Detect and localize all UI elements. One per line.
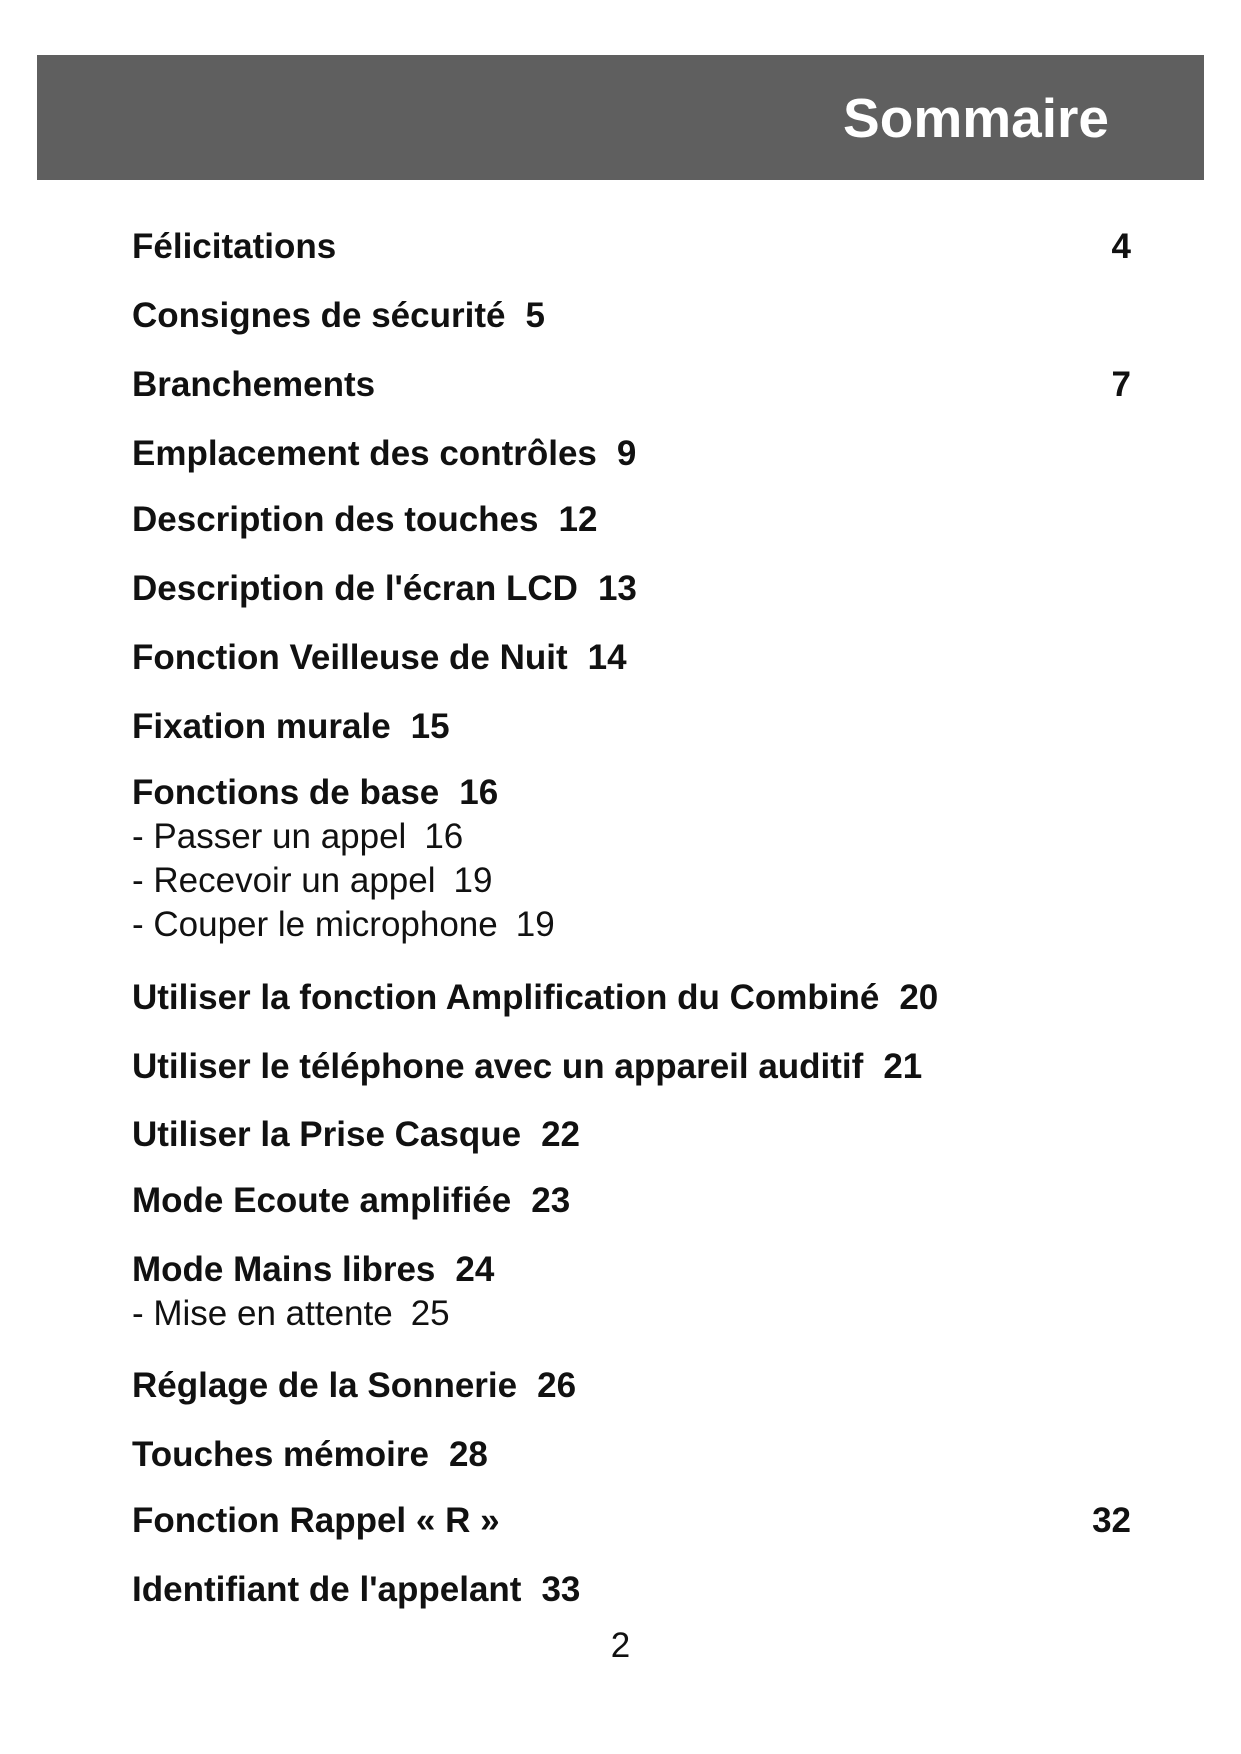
toc-entry-title: Description des touches <box>132 500 539 539</box>
toc-entry-page: 23 <box>531 1181 571 1220</box>
toc-entry-page: 22 <box>541 1115 581 1154</box>
toc-subentry-title: - Mise en attente <box>132 1293 393 1333</box>
toc-entry-title: Identifiant de l'appelant <box>132 1570 522 1609</box>
toc-entry-title: Fonctions de base <box>132 773 440 812</box>
toc-entry-appareil-auditif[interactable] <box>132 1045 1131 1089</box>
toc-subentry-title: - Recevoir un appel <box>132 860 436 900</box>
toc-entry-page: 4 <box>1111 227 1131 266</box>
toc-entry-sonnerie[interactable] <box>132 1364 1131 1408</box>
toc-entry-amplification[interactable] <box>132 976 1131 1020</box>
toc-entry-title: Fonction Veilleuse de Nuit <box>132 638 568 677</box>
toc-subentry[interactable] <box>132 1292 1131 1336</box>
toc-entry-title: Fonction Rappel « R » <box>132 1501 500 1540</box>
toc-entry-page: 16 <box>459 773 499 812</box>
toc-entry-page: 24 <box>455 1250 495 1289</box>
toc-entry-title: Consignes de sécurité <box>132 296 506 335</box>
toc-entry-page: 13 <box>597 569 637 608</box>
toc-entry-page: 12 <box>558 500 598 539</box>
toc-entry-consignes[interactable] <box>132 294 1131 338</box>
toc-entry-ecoute-amplifiee[interactable] <box>132 1179 1131 1223</box>
toc-entry-touches-memoire[interactable] <box>132 1433 1131 1477</box>
toc-entry-title: Fixation murale <box>132 707 391 746</box>
toc-entry-branchements[interactable] <box>132 363 1131 407</box>
toc-entry-title: Utiliser le téléphone avec un appareil auditif <box>132 1047 864 1086</box>
toc-entry-emplacement[interactable] <box>132 432 1131 476</box>
toc-entry-title: Description de l'écran LCD <box>132 569 578 608</box>
toc-entry-identifiant[interactable] <box>132 1568 1131 1612</box>
toc-entry-page: 15 <box>410 707 450 746</box>
toc-entry-title: Touches mémoire <box>132 1435 429 1474</box>
header-bar <box>37 55 1204 180</box>
toc-entry-veilleuse[interactable] <box>132 636 1131 680</box>
toc-entry-page: 5 <box>525 296 545 335</box>
page-title: Sommaire <box>843 87 1109 149</box>
toc-entry-title: Félicitations <box>132 227 337 266</box>
toc-entry-title: Utiliser la Prise Casque <box>132 1115 522 1154</box>
toc-entry-title: Mode Ecoute amplifiée <box>132 1181 512 1220</box>
toc-entry-page: 14 <box>587 638 627 677</box>
toc-subentry-page: 25 <box>410 1293 450 1333</box>
toc-entry-page: 7 <box>1111 365 1131 404</box>
toc-subentry[interactable] <box>132 859 1131 903</box>
toc-entry-title: Emplacement des contrôles <box>132 434 597 473</box>
toc-entry-title: Mode Mains libres <box>132 1250 436 1289</box>
toc-entry-page: 21 <box>883 1047 923 1086</box>
toc-entry-page: 28 <box>448 1435 488 1474</box>
toc-entry-page: 9 <box>616 434 637 473</box>
toc-entry-mains-libres[interactable] <box>132 1248 1131 1336</box>
toc-entry-title: Réglage de la Sonnerie <box>132 1366 518 1405</box>
toc-entry-title: Utiliser la fonction Amplification du Combiné <box>132 978 880 1017</box>
toc-entry-fixation[interactable] <box>132 705 1131 749</box>
toc-entry-rappel[interactable] <box>132 1499 1131 1543</box>
toc-entry-description-ecran[interactable] <box>132 567 1131 611</box>
toc-entry-page: 33 <box>541 1570 581 1609</box>
toc-entry-prise-casque[interactable] <box>132 1113 1131 1157</box>
toc-entry-title: Branchements <box>132 365 376 404</box>
toc-subentry-title: - Passer un appel <box>132 816 407 856</box>
toc-entry-fonctions-base[interactable] <box>132 771 1131 947</box>
toc-subentry-page: 19 <box>515 904 555 944</box>
toc-entry-page: 26 <box>537 1366 577 1405</box>
toc-entry-page: 32 <box>1092 1501 1131 1540</box>
toc-entry-page: 20 <box>899 978 939 1017</box>
toc-subentry-page: 19 <box>453 860 493 900</box>
toc-subentry[interactable] <box>132 903 1131 947</box>
toc-entry-felicitations[interactable] <box>132 225 1131 269</box>
page-number: 2 <box>610 1626 631 1665</box>
toc-subentry-page: 16 <box>424 816 464 856</box>
toc-subentry[interactable] <box>132 815 1131 859</box>
toc-entry-description-touches[interactable] <box>132 498 1131 542</box>
toc-subentry-title: - Couper le microphone <box>132 904 498 944</box>
